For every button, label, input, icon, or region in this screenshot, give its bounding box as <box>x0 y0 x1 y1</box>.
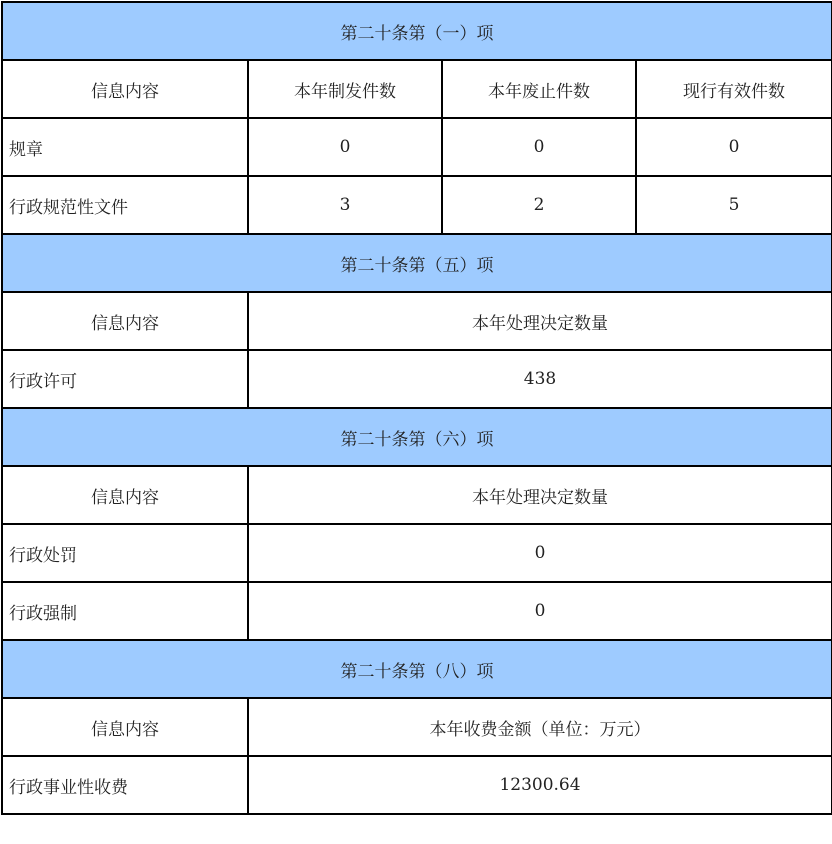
column-header-row <box>2 466 832 524</box>
table-row <box>2 756 832 814</box>
table-row <box>2 582 832 640</box>
header-fee-amount: 本年收费金额（单位：万元） <box>248 698 832 756</box>
section-title: 第二十条第（六）项 <box>2 408 832 466</box>
abolished-value: 2 <box>442 176 636 234</box>
header-info-content: 信息内容 <box>2 466 248 524</box>
section-title: 第二十条第（八）项 <box>2 640 832 698</box>
header-decision-count: 本年处理决定数量 <box>248 292 832 350</box>
row-label: 行政事业性收费 <box>2 756 248 814</box>
header-info-content: 信息内容 <box>2 698 248 756</box>
table-row <box>2 118 832 176</box>
decision-value: 0 <box>248 524 832 582</box>
valid-value: 5 <box>636 176 832 234</box>
column-header-row <box>2 292 832 350</box>
section-header-row <box>2 640 832 698</box>
header-abolished-count: 本年废止件数 <box>442 60 636 118</box>
row-label: 规章 <box>2 118 248 176</box>
header-info-content: 信息内容 <box>2 60 248 118</box>
section-header-row <box>2 234 832 292</box>
made-value: 0 <box>248 118 442 176</box>
header-valid-count: 现行有效件数 <box>636 60 832 118</box>
decision-value: 438 <box>248 350 832 408</box>
made-value: 3 <box>248 176 442 234</box>
column-header-row <box>2 698 832 756</box>
header-info-content: 信息内容 <box>2 292 248 350</box>
table-row <box>2 350 832 408</box>
table-row <box>2 176 832 234</box>
fee-value: 12300.64 <box>248 756 832 814</box>
section-header-row <box>2 408 832 466</box>
table-row <box>2 524 832 582</box>
section-title: 第二十条第（五）项 <box>2 234 832 292</box>
header-decision-count: 本年处理决定数量 <box>248 466 832 524</box>
column-header-row <box>2 60 832 118</box>
section-header-row <box>2 2 832 60</box>
header-made-count: 本年制发件数 <box>248 60 442 118</box>
section-title: 第二十条第（一）项 <box>2 2 832 60</box>
row-label: 行政许可 <box>2 350 248 408</box>
row-label: 行政强制 <box>2 582 248 640</box>
valid-value: 0 <box>636 118 832 176</box>
row-label: 行政规范性文件 <box>2 176 248 234</box>
abolished-value: 0 <box>442 118 636 176</box>
decision-value: 0 <box>248 582 832 640</box>
disclosure-table <box>1 1 832 815</box>
row-label: 行政处罚 <box>2 524 248 582</box>
